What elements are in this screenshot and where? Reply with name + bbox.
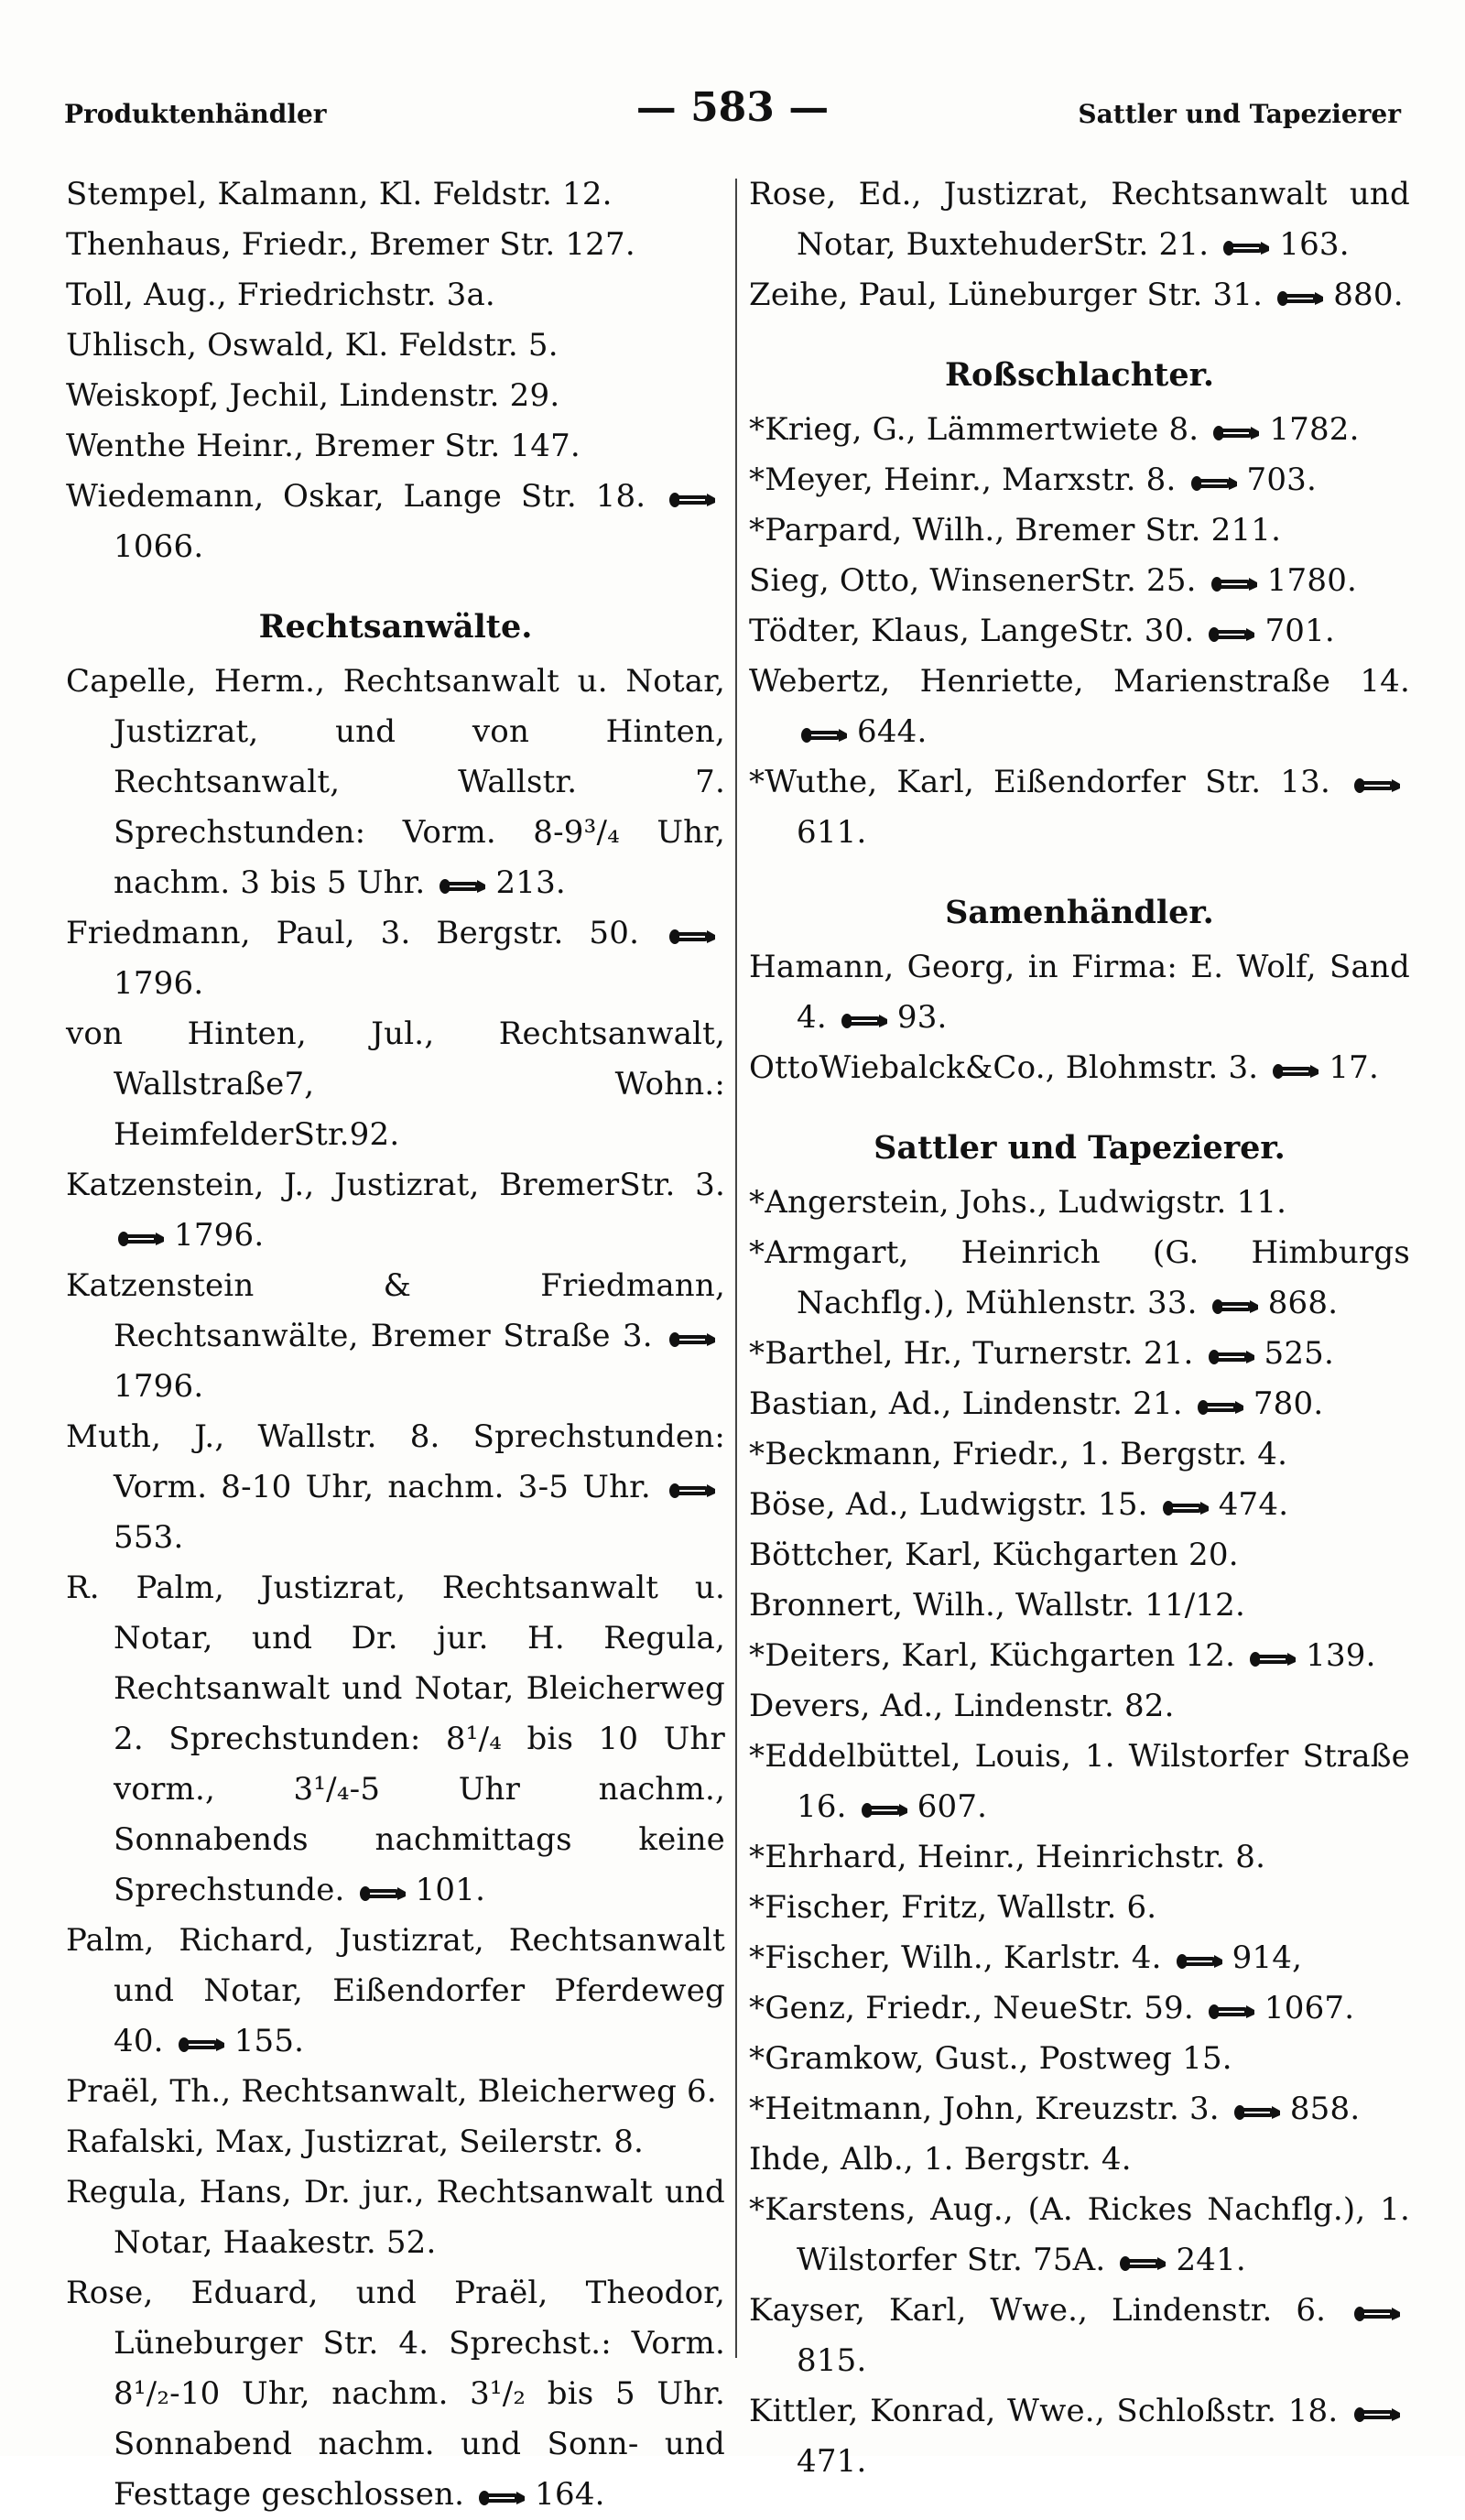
entry-text: Kayser, Karl, Wwe., Lindenstr. 6. bbox=[749, 2292, 1327, 2329]
entry-text: Capelle, Herm., Rechtsanwalt u. Notar, Justizrat, und von Hinten, Rechtsanwalt, Wallstr. 7. Sprechstunden: Vorm. 8-9³/₄ Uhr, nachm. 3 bis 5 Uhr. bbox=[66, 663, 725, 901]
telephone-icon bbox=[1353, 2406, 1401, 2424]
directory-entry bbox=[749, 2084, 1410, 2134]
directory-entry bbox=[749, 1379, 1410, 1429]
entry-text: *Armgart, Heinrich (G. Himburgs Nachflg.), Mühlenstr. 33. bbox=[749, 1234, 1410, 1321]
entry-text: Katzenstein, J., Justizrat, BremerStr. 3. bbox=[66, 1167, 725, 1203]
entry-text: *Meyer, Heinr., Marxstr. 8. bbox=[749, 462, 1177, 498]
phone-number: 1067. bbox=[1264, 1990, 1355, 2026]
directory-entry bbox=[749, 657, 1410, 757]
directory-entry bbox=[749, 505, 1410, 556]
entry-text: Thenhaus, Friedr., Bremer Str. 127. bbox=[66, 226, 635, 263]
directory-entry bbox=[66, 220, 725, 270]
directory-entry bbox=[749, 1480, 1410, 1530]
phone-number: 611. bbox=[797, 814, 867, 851]
telephone-icon bbox=[1353, 2305, 1401, 2323]
directory-entry bbox=[66, 2117, 725, 2167]
entry-text: Rafalski, Max, Justizrat, Seilerstr. 8. bbox=[66, 2124, 645, 2160]
directory-entry bbox=[749, 556, 1410, 606]
directory-entry bbox=[749, 1883, 1410, 1933]
directory-entry bbox=[749, 2134, 1410, 2185]
directory-entry bbox=[749, 1983, 1410, 2034]
phone-number: 213. bbox=[495, 864, 566, 901]
telephone-icon bbox=[861, 1801, 908, 1819]
telephone-icon bbox=[800, 726, 848, 744]
telephone-icon bbox=[1208, 625, 1255, 644]
entry-text: Friedmann, Paul, 3. Bergstr. 50. bbox=[66, 915, 640, 951]
directory-entry bbox=[749, 1178, 1410, 1228]
running-head-right: Sattler und Tapezierer bbox=[1078, 99, 1401, 129]
directory-entry bbox=[749, 1933, 1410, 1983]
entry-text: Hamann, Georg, in Firma: E. Wolf, Sand 4. bbox=[749, 949, 1410, 1036]
phone-number: 607. bbox=[917, 1788, 988, 1825]
entry-text: *Fischer, Wilh., Karlstr. 4. bbox=[749, 1939, 1162, 1976]
telephone-icon bbox=[1272, 1062, 1319, 1081]
telephone-icon bbox=[1208, 1348, 1255, 1366]
directory-entry bbox=[749, 1530, 1410, 1580]
phone-number: 101. bbox=[415, 1872, 486, 1908]
directory-entry bbox=[66, 2167, 725, 2268]
phone-number: 139. bbox=[1306, 1637, 1376, 1674]
entry-text: Muth, J., Wallstr. 8. Sprechstunden: Vorm. 8-10 Uhr, nachm. 3-5 Uhr. bbox=[66, 1418, 725, 1505]
entry-text: *Krieg, G., Lämmertwiete 8. bbox=[749, 411, 1199, 448]
telephone-icon bbox=[1208, 2003, 1255, 2021]
telephone-icon bbox=[1222, 239, 1270, 257]
directory-entry bbox=[749, 1681, 1410, 1732]
directory-entry bbox=[66, 2067, 725, 2117]
directory-entry bbox=[749, 606, 1410, 657]
telephone-icon bbox=[668, 928, 716, 946]
phone-number: 1796. bbox=[114, 965, 204, 1002]
entry-text: Wiedemann, Oskar, Lange Str. 18. bbox=[66, 478, 646, 515]
page-number: — 583 — bbox=[635, 84, 830, 131]
phone-number: 780. bbox=[1253, 1385, 1324, 1422]
directory-entry bbox=[66, 320, 725, 371]
directory-entry bbox=[66, 1160, 725, 1261]
directory-entry bbox=[66, 908, 725, 1009]
directory-entry bbox=[749, 270, 1410, 320]
directory-entry bbox=[749, 2034, 1410, 2084]
phone-number: 1796. bbox=[114, 1368, 204, 1405]
telephone-icon bbox=[668, 491, 716, 509]
phone-number: 155. bbox=[233, 2023, 305, 2059]
telephone-icon bbox=[1210, 575, 1258, 593]
entry-text: Toll, Aug., Friedrichstr. 3a. bbox=[66, 277, 495, 313]
section-title: Rechtsanwälte. bbox=[258, 608, 533, 646]
entry-text: *Genz, Friedr., NeueStr. 59. bbox=[749, 1990, 1194, 2026]
directory-entry bbox=[749, 1043, 1410, 1093]
telephone-icon bbox=[1190, 474, 1238, 493]
entry-text: Böse, Ad., Ludwigstr. 15. bbox=[749, 1486, 1148, 1523]
phone-number: 17. bbox=[1329, 1049, 1379, 1086]
telephone-icon bbox=[1233, 2103, 1281, 2122]
directory-entry bbox=[66, 1563, 725, 1916]
phone-number: 164. bbox=[535, 2476, 605, 2513]
entry-text: *Eddelbüttel, Louis, 1. Wilstorfer Straße 16. bbox=[749, 1738, 1410, 1825]
phone-number: 1796. bbox=[174, 1217, 265, 1254]
section-title: Samenhändler. bbox=[945, 894, 1214, 931]
page-header bbox=[64, 84, 1401, 139]
phone-number: 163. bbox=[1279, 226, 1350, 263]
entry-text: Regula, Hans, Dr. jur., Rechtsanwalt und Notar, Haakestr. 52. bbox=[66, 2174, 725, 2261]
phone-number: 815. bbox=[797, 2342, 867, 2379]
telephone-icon bbox=[478, 2489, 526, 2507]
telephone-icon bbox=[668, 1482, 716, 1500]
telephone-icon bbox=[117, 1230, 165, 1248]
telephone-icon bbox=[178, 2036, 225, 2054]
entry-text: *Angerstein, Johs., Ludwigstr. 11. bbox=[749, 1184, 1287, 1221]
directory-entry bbox=[749, 1329, 1410, 1379]
phone-number: 553. bbox=[114, 1519, 184, 1556]
directory-entry bbox=[749, 2286, 1410, 2386]
phone-number: 1782. bbox=[1269, 411, 1360, 448]
telephone-icon bbox=[1176, 1952, 1223, 1971]
telephone-icon bbox=[1276, 289, 1324, 308]
entry-text: Weiskopf, Jechil, Lindenstr. 29. bbox=[66, 377, 560, 414]
entry-text: Kittler, Konrad, Wwe., Schloßstr. 18. bbox=[749, 2393, 1339, 2429]
entry-text: *Karstens, Aug., (A. Rickes Nachflg.), 1. Wilstorfer Str. 75A. bbox=[749, 2191, 1410, 2278]
directory-entry bbox=[749, 1580, 1410, 1631]
section-title: Roßschlachter. bbox=[944, 356, 1215, 394]
directory-entry bbox=[749, 169, 1410, 270]
directory-entry bbox=[749, 1732, 1410, 1832]
telephone-icon bbox=[1197, 1398, 1244, 1417]
entry-text: OttoWiebalck&Co., Blohmstr. 3. bbox=[749, 1049, 1259, 1086]
entry-text: Stempel, Kalmann, Kl. Feldstr. 12. bbox=[66, 176, 613, 212]
entry-text: *Fischer, Fritz, Wallstr. 6. bbox=[749, 1889, 1157, 1926]
entry-text: Katzenstein & Friedmann, Rechtsanwälte, Bremer Straße 3. bbox=[66, 1267, 725, 1354]
directory-entry bbox=[749, 942, 1410, 1043]
phone-number: 701. bbox=[1264, 613, 1335, 649]
telephone-icon bbox=[1211, 1298, 1259, 1316]
phone-number: 241. bbox=[1176, 2242, 1246, 2278]
entry-text: *Heitmann, John, Kreuzstr. 3. bbox=[749, 2091, 1220, 2127]
telephone-icon bbox=[668, 1331, 716, 1349]
directory-entry bbox=[66, 421, 725, 472]
entry-text: Praël, Th., Rechtsanwalt, Bleicherweg 6. bbox=[66, 2073, 717, 2110]
directory-entry bbox=[749, 1832, 1410, 1883]
directory-entry bbox=[749, 1429, 1410, 1480]
entry-text: Sieg, Otto, WinsenerStr. 25. bbox=[749, 562, 1197, 599]
entry-text: *Wuthe, Karl, Eißendorfer Str. 13. bbox=[749, 764, 1330, 800]
entry-text: Böttcher, Karl, Küchgarten 20. bbox=[749, 1537, 1239, 1573]
directory-entry bbox=[749, 455, 1410, 505]
column-divider bbox=[735, 179, 737, 2358]
directory-entry bbox=[66, 270, 725, 320]
phone-number: 1780. bbox=[1266, 562, 1358, 599]
telephone-icon bbox=[1162, 1499, 1210, 1517]
running-head-left: Produktenhändler bbox=[64, 99, 327, 129]
directory-entry bbox=[749, 757, 1410, 858]
directory-entry bbox=[66, 169, 725, 220]
directory-entry bbox=[66, 657, 725, 908]
entry-text: Ihde, Alb., 1. Bergstr. 4. bbox=[749, 2141, 1132, 2178]
entry-text: Palm, Richard, Justizrat, Rechtsanwalt und Notar, Eißendorfer Pferdeweg 40. bbox=[66, 1922, 725, 2059]
entry-text: Bronnert, Wilh., Wallstr. 11/12. bbox=[749, 1587, 1246, 1624]
directory-entry bbox=[66, 371, 725, 421]
entry-text: Devers, Ad., Lindenstr. 82. bbox=[749, 1688, 1175, 1724]
entry-text: Wenthe Heinr., Bremer Str. 147. bbox=[66, 428, 581, 464]
left-column bbox=[66, 169, 725, 2513]
entry-text: Rose, Ed., Justizrat, Rechtsanwalt und Notar, BuxtehuderStr. 21. bbox=[749, 176, 1410, 263]
entry-text: Zeihe, Paul, Lüneburger Str. 31. bbox=[749, 277, 1264, 313]
telephone-icon bbox=[841, 1012, 888, 1030]
entry-text: Tödter, Klaus, LangeStr. 30. bbox=[749, 613, 1195, 649]
phone-number: 474. bbox=[1218, 1486, 1289, 1523]
telephone-icon bbox=[1119, 2254, 1167, 2273]
directory-entry bbox=[66, 1009, 725, 1160]
directory-entry bbox=[66, 1412, 725, 1563]
phone-number: 858. bbox=[1289, 2091, 1361, 2127]
entry-text: *Deiters, Karl, Küchgarten 12. bbox=[749, 1637, 1236, 1674]
telephone-icon bbox=[1249, 1650, 1297, 1668]
phone-number: 703. bbox=[1246, 462, 1318, 498]
phone-number: 1066. bbox=[114, 528, 204, 565]
entry-text: Webertz, Henriette, Marienstraße 14. bbox=[749, 663, 1410, 700]
directory-entry bbox=[66, 2268, 725, 2520]
directory-entry bbox=[749, 1631, 1410, 1681]
directory-entry bbox=[749, 1228, 1410, 1329]
directory-entry bbox=[749, 405, 1410, 455]
phone-number: 471. bbox=[797, 2443, 867, 2480]
entry-text: *Ehrhard, Heinr., Heinrichstr. 8. bbox=[749, 1839, 1266, 1875]
entry-text: *Beckmann, Friedr., 1. Bergstr. 4. bbox=[749, 1436, 1288, 1472]
directory-entry bbox=[749, 2185, 1410, 2286]
section-title: Sattler und Tapezierer. bbox=[874, 1129, 1286, 1167]
phone-number: 868. bbox=[1267, 1285, 1339, 1321]
entry-text: *Barthel, Hr., Turnerstr. 21. bbox=[749, 1335, 1194, 1372]
entry-text: *Gramkow, Gust., Postweg 15. bbox=[749, 2040, 1232, 2077]
entry-text: Bastian, Ad., Lindenstr. 21. bbox=[749, 1385, 1183, 1422]
directory-entry bbox=[749, 2386, 1410, 2487]
phone-number: 93. bbox=[896, 999, 948, 1036]
directory-entry bbox=[66, 472, 725, 572]
phone-number: 880. bbox=[1333, 277, 1404, 313]
entry-text: *Parpard, Wilh., Bremer Str. 211. bbox=[749, 512, 1282, 549]
telephone-icon bbox=[439, 877, 486, 896]
directory-entry bbox=[66, 1261, 725, 1412]
telephone-icon bbox=[1353, 777, 1401, 795]
entry-text: Uhlisch, Oswald, Kl. Feldstr. 5. bbox=[66, 327, 559, 364]
entry-text: von Hinten, Jul., Rechtsanwalt, Wallstraße7, Wohn.: HeimfelderStr.92. bbox=[66, 1016, 725, 1153]
phone-number: 644. bbox=[857, 713, 928, 750]
phone-number: 525. bbox=[1264, 1335, 1335, 1372]
right-column bbox=[749, 169, 1410, 2480]
telephone-icon bbox=[1212, 424, 1260, 442]
phone-number: 914, bbox=[1232, 1939, 1303, 1976]
entry-text: R. Palm, Justizrat, Rechtsanwalt u. Notar, und Dr. jur. H. Regula, Rechtsanwalt und Notar, Bleicherweg 2. Sprechstunden: 8¹/₄ bis 10 Uhr vorm., 3¹/₄-5 Uhr nachm., Sonnabends nachmittags keine Sprechstunde. bbox=[66, 1570, 725, 1908]
entry-text: Rose, Eduard, und Praël, Theodor, Lüneburger Str. 4. Sprechst.: Vorm. 8¹/₂-10 Uhr, nachm. 3¹/₂ bis 5 Uhr. Sonnabend nachm. und Sonn- und Festtage geschlossen. bbox=[66, 2275, 725, 2513]
telephone-icon bbox=[359, 1885, 407, 1903]
directory-entry bbox=[66, 1916, 725, 2067]
